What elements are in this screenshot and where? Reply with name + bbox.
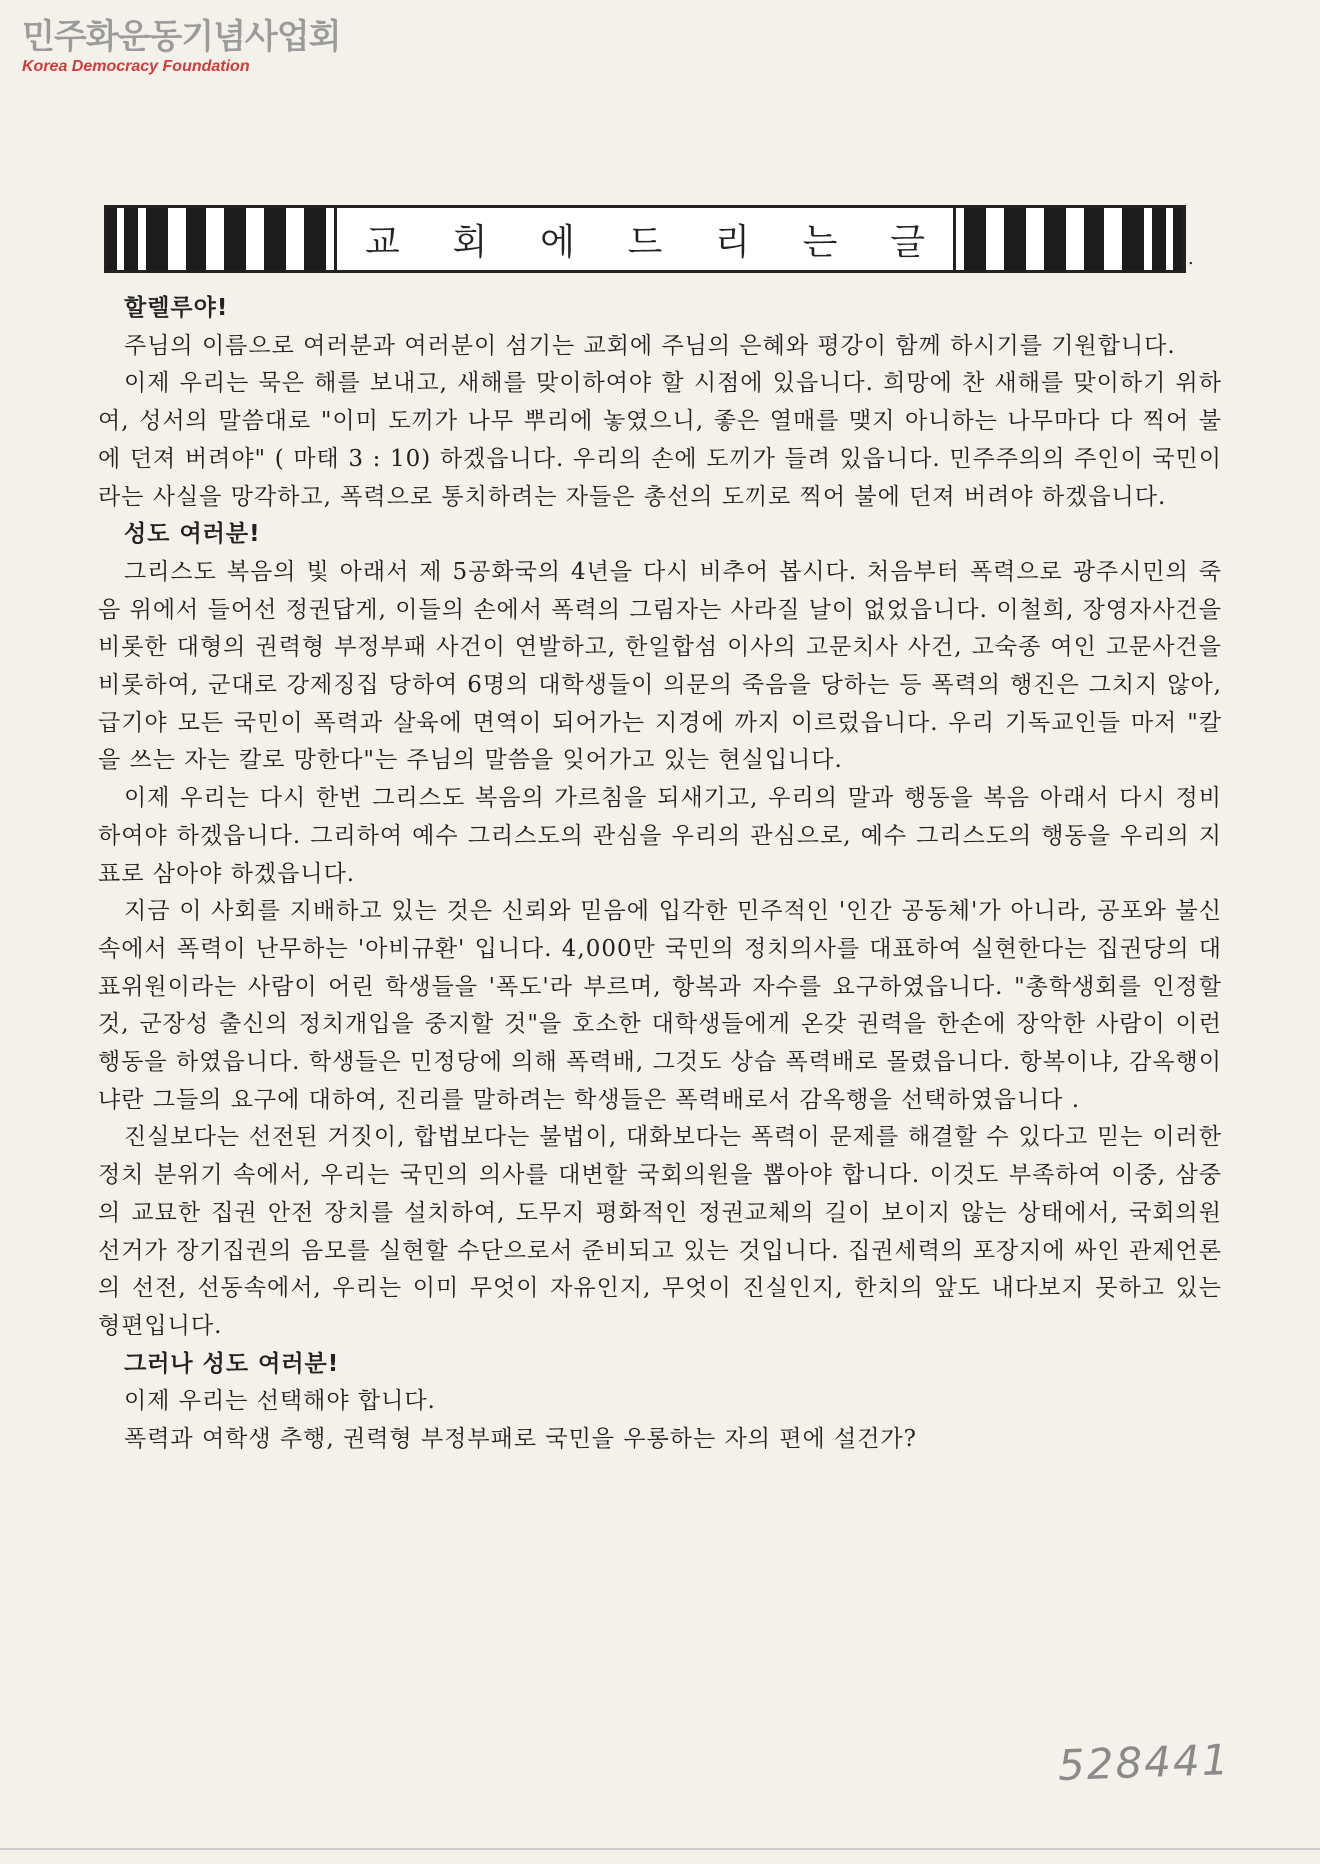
greeting-hallelujah: 할렐루야! bbox=[124, 295, 229, 321]
banner-char: 드 bbox=[627, 221, 663, 263]
paragraph: 진실보다는 선전된 거짓이, 합법보다는 불법이, 대화보다는 폭력이 문제를 해결할 수 있다고 믿는 이러한 정치 분위기 속에서, 우리는 국민의 의사를 대변할 국회의원을 뽑아야 합니다. 이것도 부족하여 이중, 삼중의 교묘한 집권 안전 장치를 설치하여, 도무지 평화적인 정권교체의 길이 보이지 않는 상태에서, 국회의원 선거가 장기집권의 음모를 실현할 수단으로서 준비되고 있는 것입니다. 집권세력의 포장지에 싸인 관제언론의 선전, 선동속에서, 우리는 이미 무엇이 자유인지, 무엇이 진실인지, 한치의 앞도 내다보지 못하고 있는 형편입니다. bbox=[98, 1124, 1222, 1339]
paragraph: 이제 우리는 묵은 해를 보내고, 새해를 맞이하여야 할 시점에 있읍니다. 희망에 찬 새해를 맞이하기 위하여, 성서의 말씀대로 "이미 도끼가 나무 뿌리에 놓였으니, 좋은 열매를 맺지 아니하는 나무마다 다 찍어 불에 던져 버려야" ( 마태 3 : 10) 하겠읍니다. 우리의 손에 도끼가 들려 있읍니다. 민주주의의 주인이 국민이라는 사실을 망각하고, 폭력으로 통치하려는 자들은 총선의 도끼로 찍어 불에 던져 버려야 하겠읍니다. bbox=[98, 370, 1222, 510]
foundation-logo bbox=[22, 18, 340, 76]
paragraph: 이제 우리는 다시 한번 그리스도 복음의 가르침을 되새기고, 우리의 말과 행동을 복음 아래서 다시 정비하여야 하겠읍니다. 그리하여 예수 그리스도의 관심을 우리의 관심으로, 예수 그리스도의 행동을 우리의 지표로 삼아야 하겠읍니다. bbox=[98, 785, 1222, 887]
paragraph: 그리스도 복음의 빛 아래서 제 5공화국의 4년을 다시 비추어 봅시다. 처음부터 폭력으로 광주시민의 죽음 위에서 들어선 정권답게, 이들의 손에서 폭력의 그림자는 사라질 날이 없었읍니다. 이철희, 장영자사건을 비롯한 대형의 권력형 부정부패 사건이 연발하고, 한일합섬 이사의 고문치사 사건, 고숙종 여인 고문사건을 비롯하여, 군대로 강제징집 당하여 6명의 대학생들이 의문의 죽음을 당하는 등 폭력의 행진은 그치지 않아, 급기야 모든 국민이 폭력과 살육에 면역이 되어가는 지경에 까지 이르렀읍니다. 우리 기독교인들 마저 "칼을 쓰는 자는 칼로 망한다"는 주님의 말씀을 잊어가고 있는 현실입니다. bbox=[98, 558, 1222, 774]
banner-char: 회 bbox=[452, 221, 488, 263]
banner-stripes-left bbox=[107, 208, 334, 270]
paragraph: 지금 이 사회를 지배하고 있는 것은 신뢰와 믿음에 입각한 민주적인 '인간 공동체'가 아니라, 공포와 불신 속에서 폭력이 난무하는 '아비규환' 입니다. 4,000만 국민의 정치의사를 대표하여 실현한다는 집권당의 대표위원이라는 사람이 어린 학생들을 '폭도'라 부르며, 항복과 자수를 요구하였읍니다. "총학생회를 인정할 것, 군장성 출신의 정치개입을 중지할 것"을 호소한 대학생들에게 온갖 권력을 한손에 장악한 사람이 이런 행동을 하였읍니다. 학생들은 민정당에 의해 폭력배, 그것도 상습 폭력배로 몰렸읍니다. 항복이냐, 감옥행이냐란 그들의 요구에 대하여, 진리를 말하려는 학생들은 폭력배로서 감옥행을 선택하였읍니다 . bbox=[98, 898, 1222, 1113]
page-bottom-edge bbox=[0, 1848, 1320, 1850]
handwritten-doc-number: 528441 bbox=[1057, 1735, 1232, 1790]
paragraph: 이제 우리는 선택해야 합니다. bbox=[124, 1388, 436, 1415]
banner-title bbox=[334, 208, 956, 270]
letter-body bbox=[98, 290, 1222, 1459]
banner-char: 리 bbox=[715, 221, 750, 263]
paragraph: 주님의 이름으로 여러분과 여러분이 섬기는 교회에 주님의 은혜와 평강이 함께 하시기를 기원합니다. bbox=[124, 332, 1176, 359]
banner-char: 는 bbox=[802, 221, 838, 263]
banner-char: 글 bbox=[890, 221, 925, 263]
banner-stripes-right bbox=[956, 208, 1183, 270]
greeting-but-saints: 그러나 성도 여러분! bbox=[124, 1350, 340, 1377]
paragraph: 폭력과 여학생 추행, 권력형 부정부패로 국민을 우롱하는 자의 편에 설건가? bbox=[124, 1426, 917, 1453]
logo-english-text: Korea Democracy Foundation bbox=[22, 58, 250, 75]
banner-period: . bbox=[1188, 248, 1194, 269]
greeting-saints: 성도 여러분! bbox=[124, 521, 261, 548]
banner-char: 교 bbox=[365, 221, 400, 263]
logo-korean-text: 민주화운동기념사업회 bbox=[22, 17, 341, 57]
banner-char: 에 bbox=[540, 221, 575, 263]
title-banner bbox=[104, 205, 1186, 273]
